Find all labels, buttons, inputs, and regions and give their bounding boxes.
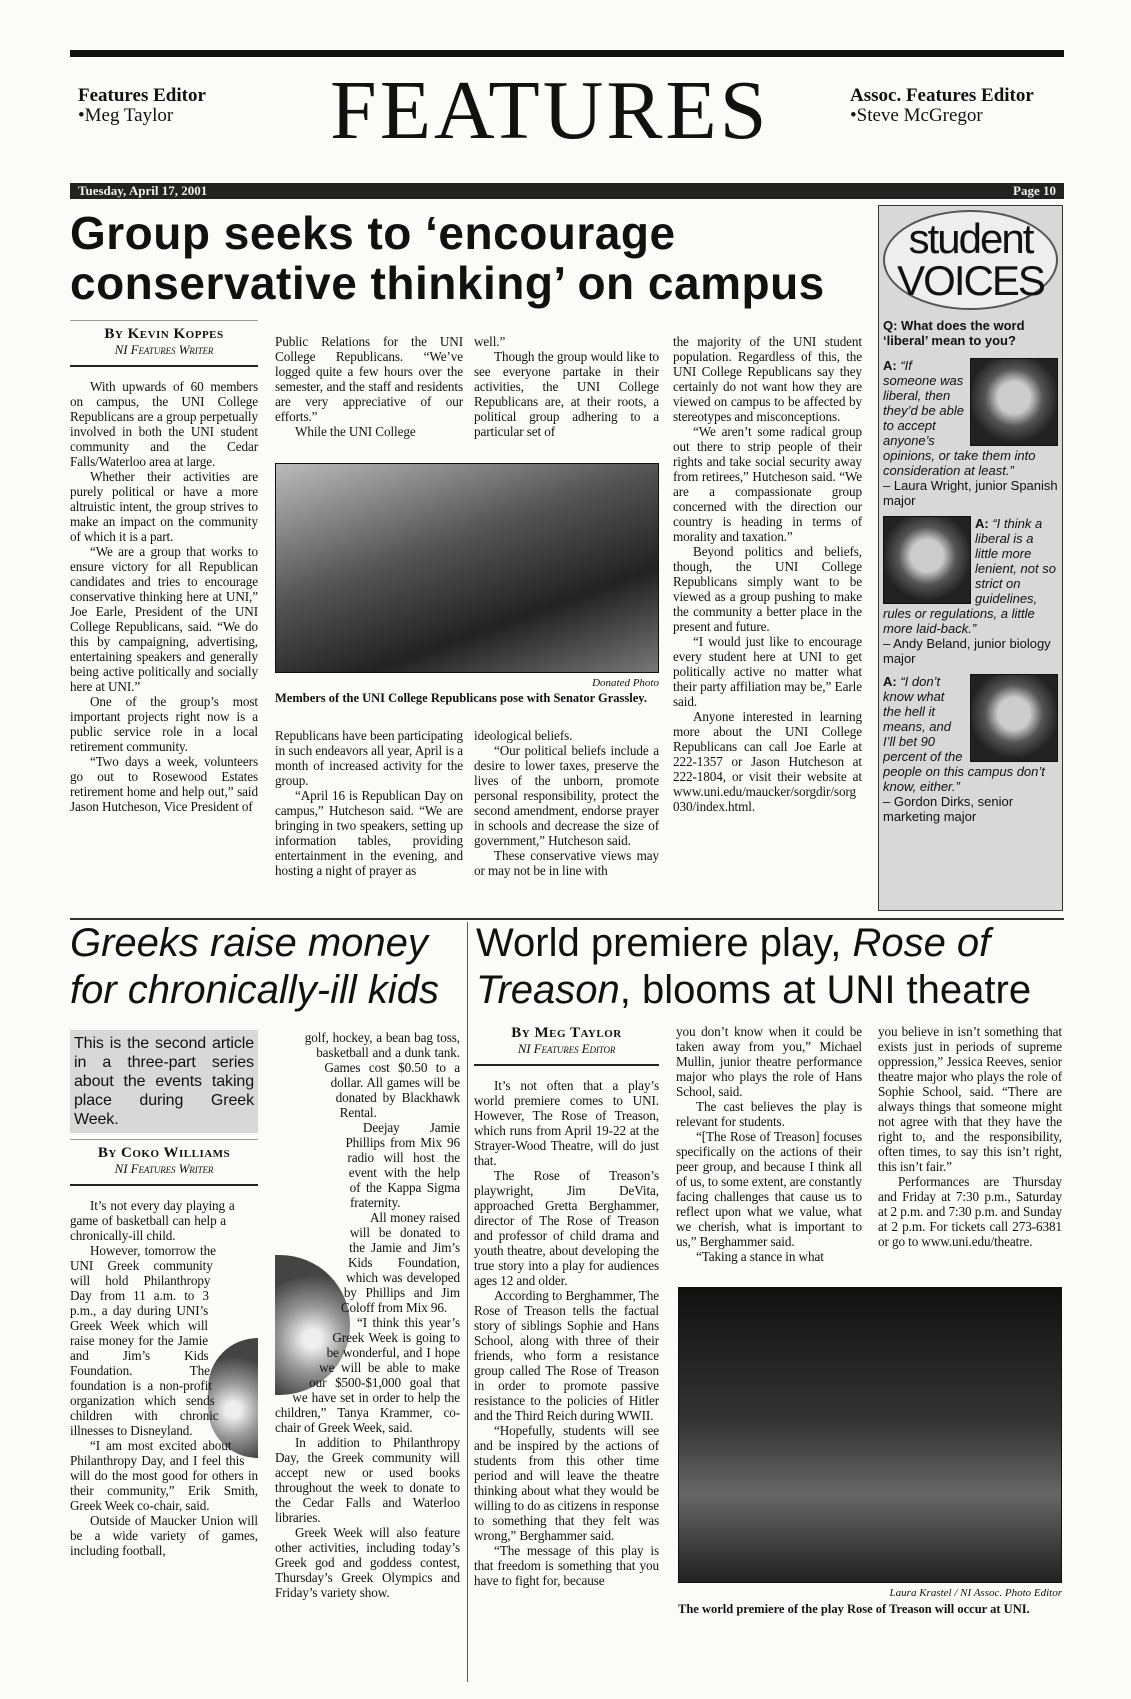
- student-voices-logo: [883, 210, 1058, 310]
- features-editor: [78, 86, 206, 126]
- issue-date: Tuesday, April 17, 2001: [78, 183, 208, 198]
- story2-headline: Greeks raise money for chronically-ill kids: [70, 921, 439, 1012]
- article-paragraph: With upwards of 60 members on campus, the UNI College Republicans are a group perpetually involved in both the UNI student community and the Cedar Falls/Waterloo area at large.: [70, 379, 258, 469]
- assoc-editor-name: •Steve McGregor: [850, 105, 983, 126]
- article-paragraph: Whether their activities are purely political or have a more altruistic intent, the group strives to make an impact on the community of which it is a part.: [70, 469, 258, 544]
- page-number: Page 10: [1013, 183, 1056, 198]
- article-paragraph: It’s not often that a play’s world premiere comes to UNI. However, The Rose of Treason, which runs from April 19-22 at the Strayer-Wood Theatre, will do just that.: [474, 1078, 659, 1168]
- article-paragraph: “Two days a week, volunteers go out to Rosewood Estates retirement home and help out,” said Jason Hutcheson, Vice President of: [70, 754, 258, 814]
- assoc-editor-label: Assoc. Features Editor: [850, 85, 1034, 106]
- section-title: FEATURES: [330, 64, 770, 157]
- article-paragraph: Republicans have been participating in such endeavors all year, April is a month of increased activity for the group.: [275, 728, 464, 788]
- story2-col1: [70, 1030, 258, 1558]
- series-intro: This is the second article in a three-part series about the events taking place during Greek Week.: [70, 1030, 258, 1133]
- story3-col2: [676, 1024, 862, 1264]
- byline-role: NI Features Editor: [517, 1041, 616, 1056]
- student-voices-box: [878, 205, 1063, 911]
- portrait-laura-wright: [970, 358, 1058, 446]
- article-paragraph: “Hopefully, students will see and be inspired by the actions of students from this other time period and will leave the theatre thinking about what they would be willing to do as citizens in response to something that they felt was wrong,” Berghammer said.: [474, 1423, 659, 1543]
- article-paragraph: In addition to Philanthropy Day, the Greek community will accept new or used books throughout the week to donate to the Cedar Falls and Waterloo libraries.: [275, 1435, 460, 1525]
- article-paragraph: “Taking a stance in what: [696, 1249, 824, 1264]
- logo-line2: VOICES: [897, 257, 1044, 304]
- byline-role: NI Features Writer: [114, 342, 214, 357]
- answer-attribution: – Gordon Dirks, senior marketing major: [883, 794, 1014, 824]
- answer-attribution: – Andy Beland, junior biology major: [883, 636, 1051, 666]
- article-paragraph: golf, hockey, a bean bag toss, basketball and a dunk tank. Games cost $0.50 to a dollar. All games will be donated by Blackhawk Rental.: [304, 1030, 460, 1120]
- story1-col4: [673, 334, 862, 814]
- byline-name: By Meg Taylor: [511, 1025, 622, 1041]
- play-photo: [678, 1287, 1062, 1583]
- article-paragraph: “We aren’t some radical group out there to strip people of their rights and take social security away from retirees,” Hutcheson said. “We are a compassionate group concerned with the direction our country is heading in terms of morality and taxation.”: [673, 424, 862, 544]
- article-paragraph: “The message of this play is that freedom is something that you have to fight for, because: [474, 1543, 659, 1588]
- answer-quote: “I think a liberal is a little more lenient, not so strict on guidelines, rules or regulations, a little more laid-back.”: [883, 516, 1056, 636]
- answer-prefix: A:: [883, 358, 897, 373]
- story2-col2: [275, 1030, 460, 1600]
- answer-3: [883, 674, 1058, 824]
- features-editor-name: •Meg Taylor: [78, 105, 174, 126]
- features-editor-label: Features Editor: [78, 85, 206, 106]
- article-paragraph: Public Relations for the UNI College Republicans. “We’ve logged quite a few hours over the semester, and the staff and residents are very appreciative of our efforts.”: [275, 334, 463, 424]
- story1-col3-top: [474, 334, 659, 439]
- portrait-gordon-dirks: [970, 674, 1058, 762]
- article-paragraph: the majority of the UNI student population. Regardless of this, the UNI College Republicans say they certainly do not want how they are viewed on campus to be affected by stereotypes and misconceptions.: [673, 334, 862, 424]
- article-paragraph: One of the group’s most important projects right now is a public service role in a local retirement community.: [70, 694, 258, 754]
- article-paragraph: Outside of Maucker Union will be a wide variety of games, including football,: [70, 1513, 258, 1558]
- play-photo-credit: Laura Krastel / NI Assoc. Photo Editor: [889, 1587, 1062, 1599]
- answer-quote: “If someone was liberal, then they’d be able to accept anyone’s opinions, or take them into consideration at least.”: [883, 358, 1036, 478]
- article-paragraph: The cast believes the play is relevant for students.: [676, 1099, 862, 1129]
- answer-1: [883, 358, 1058, 508]
- group-photo: [275, 463, 659, 673]
- logo-line1: student: [908, 215, 1033, 262]
- article-paragraph: Greek Week will also feature other activities, including today’s Greek god and goddess contest, Thursday’s Greek Olympics and Friday’s variety show.: [275, 1525, 460, 1600]
- headline-part: , blooms at UNI theatre: [619, 968, 1032, 1012]
- story1-headline: Group seeks to ‘encourage conservative thinking’ on campus: [70, 207, 825, 309]
- article-paragraph: “Our political beliefs include a desire to lower taxes, preserve the lives of the unborn, promote personal responsibility, protect the second amendment, endorse prayer in schools and decrease the size of government,” Hutcheson said.: [474, 743, 659, 848]
- answer-prefix: A:: [883, 674, 897, 689]
- article-paragraph: Performances are Thursday and Friday at 7:30 p.m., Saturday at 2 p.m. and 7:30 p.m. and Sunday at 2 p.m. For tickets call 273-6381 or go to www.uni.edu/theatre.: [878, 1174, 1062, 1249]
- story1-col2-top: [275, 334, 463, 439]
- article-paragraph: According to Berghammer, The Rose of Treason tells the factual story of siblings Sophie and Hans School, along with three of their friends, who form a resistance group called The Rose of Treason in order to promote passive resistance to the policies of Hitler and the Third Reich during WWII.: [474, 1288, 659, 1423]
- article-paragraph: “I would just like to encourage every student here at UNI to get politically active no matter what their party affiliation may be,” Earle said.: [673, 634, 862, 709]
- article-paragraph: “We are a group that works to ensure victory for all Republican candidates and tries to encourage conservative thinking here at UNI,” Joe Earle, President of the UNI College Republicans, said. “We do this by campaigning, advertising, entertaining speakers and generally being active politically and socially here at UNI.”: [70, 544, 258, 694]
- play-photo-caption: The world premiere of the play Rose of Treason will occur at UNI.: [678, 1602, 1030, 1616]
- article-paragraph: “[The Rose of Treason] focuses specifically on the actions of their peer group, and because I think all of us, to some extent, are constantly facing challenges that cause us to reflect upon what we value, what we cherish, what is important to us,” Berghammer said.: [676, 1129, 863, 1249]
- byline-name: By Kevin Koppes: [104, 326, 224, 342]
- article-paragraph: ideological beliefs.: [474, 728, 573, 743]
- article-paragraph: “I think this year’s Greek Week is going to be wonderful, and I hope we will be able to make our $500-$1,000 goal that we have set in order to help the children,” Tanya Krammer, co-chair of Greek Week, said.: [275, 1315, 460, 1435]
- headline-play-title: Rose of Treason: [476, 921, 991, 1012]
- answer-prefix: A:: [975, 516, 989, 531]
- article-paragraph: Though the group would like to see everyone partake in their activities, the UNI College Republicans are, at their roots, a political group adhering to a particular set of: [474, 349, 659, 439]
- byline-role: NI Features Writer: [114, 1161, 214, 1176]
- photo-caption: Members of the UNI College Republicans pose with Senator Grassley.: [275, 691, 647, 705]
- article-paragraph: “I am most excited about Philanthropy Day, and I feel this will do the most good for others in their community,” Erik Smith, Greek Week co-chair, said.: [70, 1438, 258, 1513]
- story3-col3: [878, 1024, 1062, 1249]
- article-paragraph: Beyond politics and beliefs, though, the UNI College Republicans simply want to be viewed as a group pushing to make the community a better place in the present and future.: [673, 544, 862, 634]
- article-paragraph: you don’t know when it could be taken away from you,” Michael Mullin, junior theatre performance major who plays the role of Hans School, said.: [676, 1024, 862, 1099]
- article-paragraph: “April 16 is Republican Day on campus,” Hutcheson said. “We are bringing in two speakers, setting up information tables, providing entertainment in the evening, and hosting a night of prayer as: [275, 788, 463, 878]
- assoc-editor: [850, 86, 1034, 126]
- article-paragraph: It’s not every day playing a game of basketball can help a chronically-ill child.: [70, 1198, 235, 1243]
- column-divider: [467, 922, 468, 1682]
- article-paragraph: These conservative views may or may not be in line with: [474, 848, 659, 878]
- answer-2: [883, 516, 1058, 666]
- photo-credit: Donated Photo: [592, 677, 659, 689]
- story3-col1: [474, 1020, 659, 1588]
- answer-attribution: – Laura Wright, junior Spanish major: [883, 478, 1058, 508]
- question: Q: What does the word ‘liberal’ mean to you?: [883, 318, 1025, 348]
- article-paragraph: All money raised will be donated to the Jamie and Jim’s Kids Foundation, which was developed by Phillips and Jim Coloff from Mix 96.: [340, 1210, 460, 1315]
- story2-byline: [70, 1139, 258, 1186]
- answer-quote: “I don’t know what the hell it means, and I’ll bet 90 percent of the people on this campus don’t know, either.”: [883, 674, 1045, 794]
- article-paragraph: While the UNI College: [295, 424, 416, 439]
- article-paragraph: well.”: [474, 334, 506, 349]
- story1-col3-bottom: [474, 728, 659, 878]
- story1-col2-bottom: [275, 728, 463, 878]
- story1-byline: [70, 320, 258, 367]
- story3-headline: [476, 920, 1066, 1014]
- byline-name: By Coko Williams: [97, 1145, 231, 1161]
- story3-byline: [474, 1020, 659, 1066]
- headline-part: World premiere play,: [476, 921, 853, 965]
- article-paragraph: The Rose of Treason’s playwright, Jim DeVita, approached Gretta Berghammer, director of The Rose of Treason and professor of child drama and youth theatre, about developing the true story into a play for audiences ages 12 and older.: [474, 1168, 659, 1288]
- portrait-andy-beland: [883, 516, 971, 604]
- article-paragraph: However, tomorrow the UNI Greek community will hold Philanthropy Day from 11 a.m. to 3 p.m., a day during UNI’s Greek Week which will raise money for the Jamie and Jim’s Kids Foundation. The foundation is a non-profit organization which sends children with chronic illnesses to Disneyland.: [70, 1243, 219, 1438]
- article-paragraph: Deejay Jamie Phillips from Mix 96 radio will host the event with the help of the Kappa Sigma fraternity.: [345, 1120, 460, 1210]
- article-paragraph: Anyone interested in learning more about the UNI College Republicans can call Joe Earle at 222-1357 or Jason Hutcheson at 222-1804, or visit their website at www.uni.edu/maucker/sorgdir/sorg030/index.html.: [673, 709, 862, 814]
- date-bar: [70, 183, 1064, 199]
- story1-col1: [70, 320, 258, 814]
- top-rule: [70, 50, 1064, 57]
- article-paragraph: you believe in isn’t something that exists just in periods of supreme oppression,” Jessica Reeves, senior theatre major who plays the role of Sophie School, said. “There are always things that someone might not agree with that they have the right to, and the responsibility, often times, to say this isn’t right, this isn’t fair.”: [878, 1024, 1062, 1174]
